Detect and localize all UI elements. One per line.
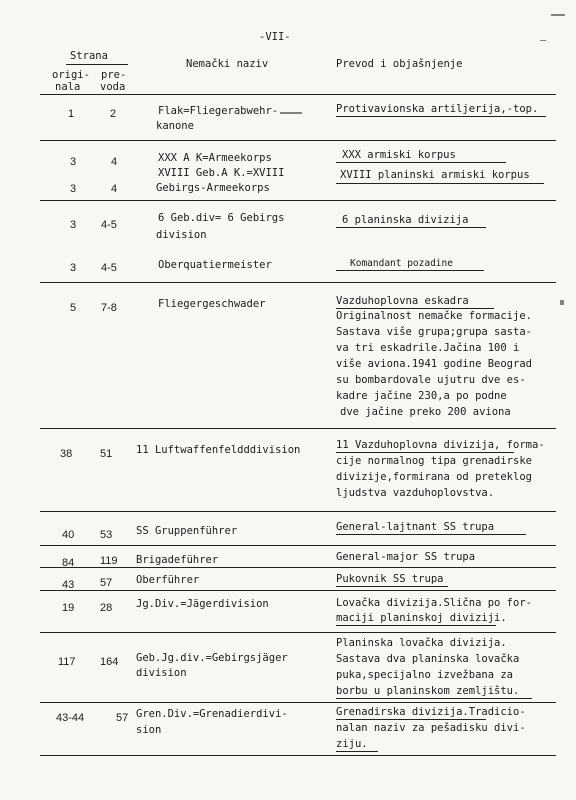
strana-underline [66, 64, 128, 65]
header-prevod: Prevod i objašnjenje [336, 58, 463, 70]
scan-speck [540, 40, 546, 41]
header-prevoda-1: pre- [101, 69, 127, 81]
row-rule [40, 428, 556, 429]
orig-page: 43-44 [56, 712, 85, 724]
translation: Originalnost nemačke formacije. [336, 310, 532, 322]
prev-page: 4-5 [101, 262, 117, 274]
german-term: XVIII Geb.A K.=XVIII [158, 167, 285, 179]
scan-speck [551, 14, 565, 16]
translation-underline [336, 751, 378, 752]
german-term: XXX A K=Armeekorps [158, 152, 272, 164]
translation-underline [336, 586, 448, 587]
translation: dve jačine preko 200 aviona [340, 406, 511, 418]
prev-page: 119 [100, 555, 118, 567]
row-rule [40, 755, 556, 756]
header-nemacki-naziv: Nemački naziv [186, 58, 269, 70]
translation: maciji planinskoj diviziji. [336, 612, 507, 624]
orig-page: 40 [62, 529, 75, 541]
german-term: 6 Geb.div= 6 Gebirgs [158, 212, 285, 224]
german-term: Gren.Div.=Grenadierdivi- [136, 708, 288, 720]
orig-page: 43 [62, 579, 75, 591]
translation: XVIII planinski armiski korpus [340, 169, 530, 181]
header-prevoda-2: voda [100, 81, 126, 93]
row-rule [40, 590, 556, 591]
german-term: Flak=Fliegerabwehr- [158, 105, 279, 117]
translation: XXX armiski korpus [342, 149, 456, 161]
translation: Vazduhoplovna eskadra [336, 295, 469, 307]
translation: Sastava dva planinska lovačka [336, 653, 520, 665]
translation: Sastava više grupa;grupa sasta- [336, 326, 532, 338]
prev-page: 2 [110, 108, 117, 120]
german-term: 11 Luftwaffenfeldddivision [136, 444, 301, 456]
translation: 6 planinska divizija [342, 214, 469, 226]
translation: nalan naziv za pešadisku divi- [336, 722, 526, 734]
translation: ljudstva vazduhoplovstva. [336, 487, 495, 499]
translation: va tri eskadrile.Jačina 100 i [336, 342, 520, 354]
prev-page: 4 [111, 183, 118, 195]
german-term: kanone [156, 120, 194, 132]
orig-page: 19 [62, 602, 75, 614]
row-rule [40, 632, 556, 633]
translation: 11 Vazduhoplovna divizija, forma- [336, 439, 545, 451]
translation: više aviona.1941 godine Beograd [336, 358, 532, 370]
translation: divizije,formirana od preteklog [336, 471, 532, 483]
row-rule [40, 567, 556, 568]
header-originala-2: nala [55, 81, 81, 93]
german-term: sion [136, 724, 162, 736]
translation-underline [336, 162, 506, 163]
translation: Komandant pozadine [350, 258, 453, 269]
row-rule [40, 511, 556, 512]
german-term: division [136, 667, 187, 679]
translation: General-major SS trupa [336, 551, 476, 563]
orig-page: 3 [70, 156, 77, 168]
orig-page: 38 [60, 448, 73, 460]
translation: Planinska lovačka divizija. [336, 637, 507, 649]
translation-underline [336, 719, 486, 720]
scan-speck [560, 300, 564, 305]
orig-page: 3 [70, 262, 77, 274]
prev-page: 57 [100, 577, 113, 589]
orig-page: 3 [70, 219, 77, 231]
row-rule [40, 702, 556, 703]
translation: cije normalnog tipa grenadirske [336, 455, 532, 467]
translation: borbu u planinskom zemljištu. [336, 685, 520, 697]
prev-page: 4 [111, 156, 118, 168]
prev-page: 28 [100, 602, 113, 614]
orig-page: 117 [58, 656, 76, 668]
translation: su bombardovale ujutru dve es- [336, 374, 526, 386]
header-strana: Strana [70, 50, 108, 62]
orig-page: 84 [62, 557, 75, 569]
header-rule [40, 94, 556, 95]
prev-page: 57 [116, 712, 129, 724]
orig-page: 5 [70, 302, 77, 314]
german-term: Jg.Div.=Jägerdivision [136, 598, 269, 610]
translation-underline [336, 270, 484, 271]
german-term: Brigadeführer [136, 554, 219, 566]
translation-underline [336, 534, 526, 535]
translation-underline [336, 698, 532, 699]
orig-page: 1 [68, 108, 75, 120]
translation: General-lajtnant SS trupa [336, 521, 495, 533]
translation: kadre jačine 230,a po podne [336, 390, 507, 402]
translation-underline [336, 183, 544, 184]
translation: Lovačka divizija.Slična po for- [336, 597, 532, 609]
translation-underline [336, 625, 496, 626]
prev-page: 164 [100, 656, 119, 668]
translation: Pukovnik SS trupa [336, 573, 444, 585]
row-rule [40, 545, 556, 546]
translation-underline [336, 116, 546, 117]
orig-page: 3 [70, 183, 77, 195]
row-rule [40, 282, 556, 283]
translation: Protivavionska artiljerija,-top. [336, 103, 539, 115]
header-originala-1: origi- [52, 69, 90, 81]
translation-underline [336, 227, 486, 228]
german-term: Fliegergeschwader [158, 298, 266, 310]
translation: Grenadirska divizija.Tradicio- [336, 706, 526, 718]
german-term: SS Gruppenführer [136, 525, 238, 537]
german-term: Oberquatiermeister [158, 259, 272, 271]
german-term: division [156, 229, 207, 241]
translation: puka,specijalno izvežbana za [336, 669, 514, 681]
german-term: Oberführer [136, 574, 200, 586]
translation: ziju. [336, 738, 368, 750]
translation-underline [336, 452, 514, 453]
row-rule [40, 200, 556, 201]
prev-page: 51 [100, 448, 113, 460]
scan-speck [280, 112, 302, 114]
german-term: Gebirgs-Armeekorps [156, 182, 270, 194]
page-number: -VII- [259, 31, 291, 43]
prev-page: 7-8 [101, 302, 117, 314]
prev-page: 4-5 [101, 219, 117, 231]
row-rule [40, 140, 556, 141]
german-term: Geb.Jg.div.=Gebirgsjäger [136, 652, 288, 664]
prev-page: 53 [100, 529, 113, 541]
